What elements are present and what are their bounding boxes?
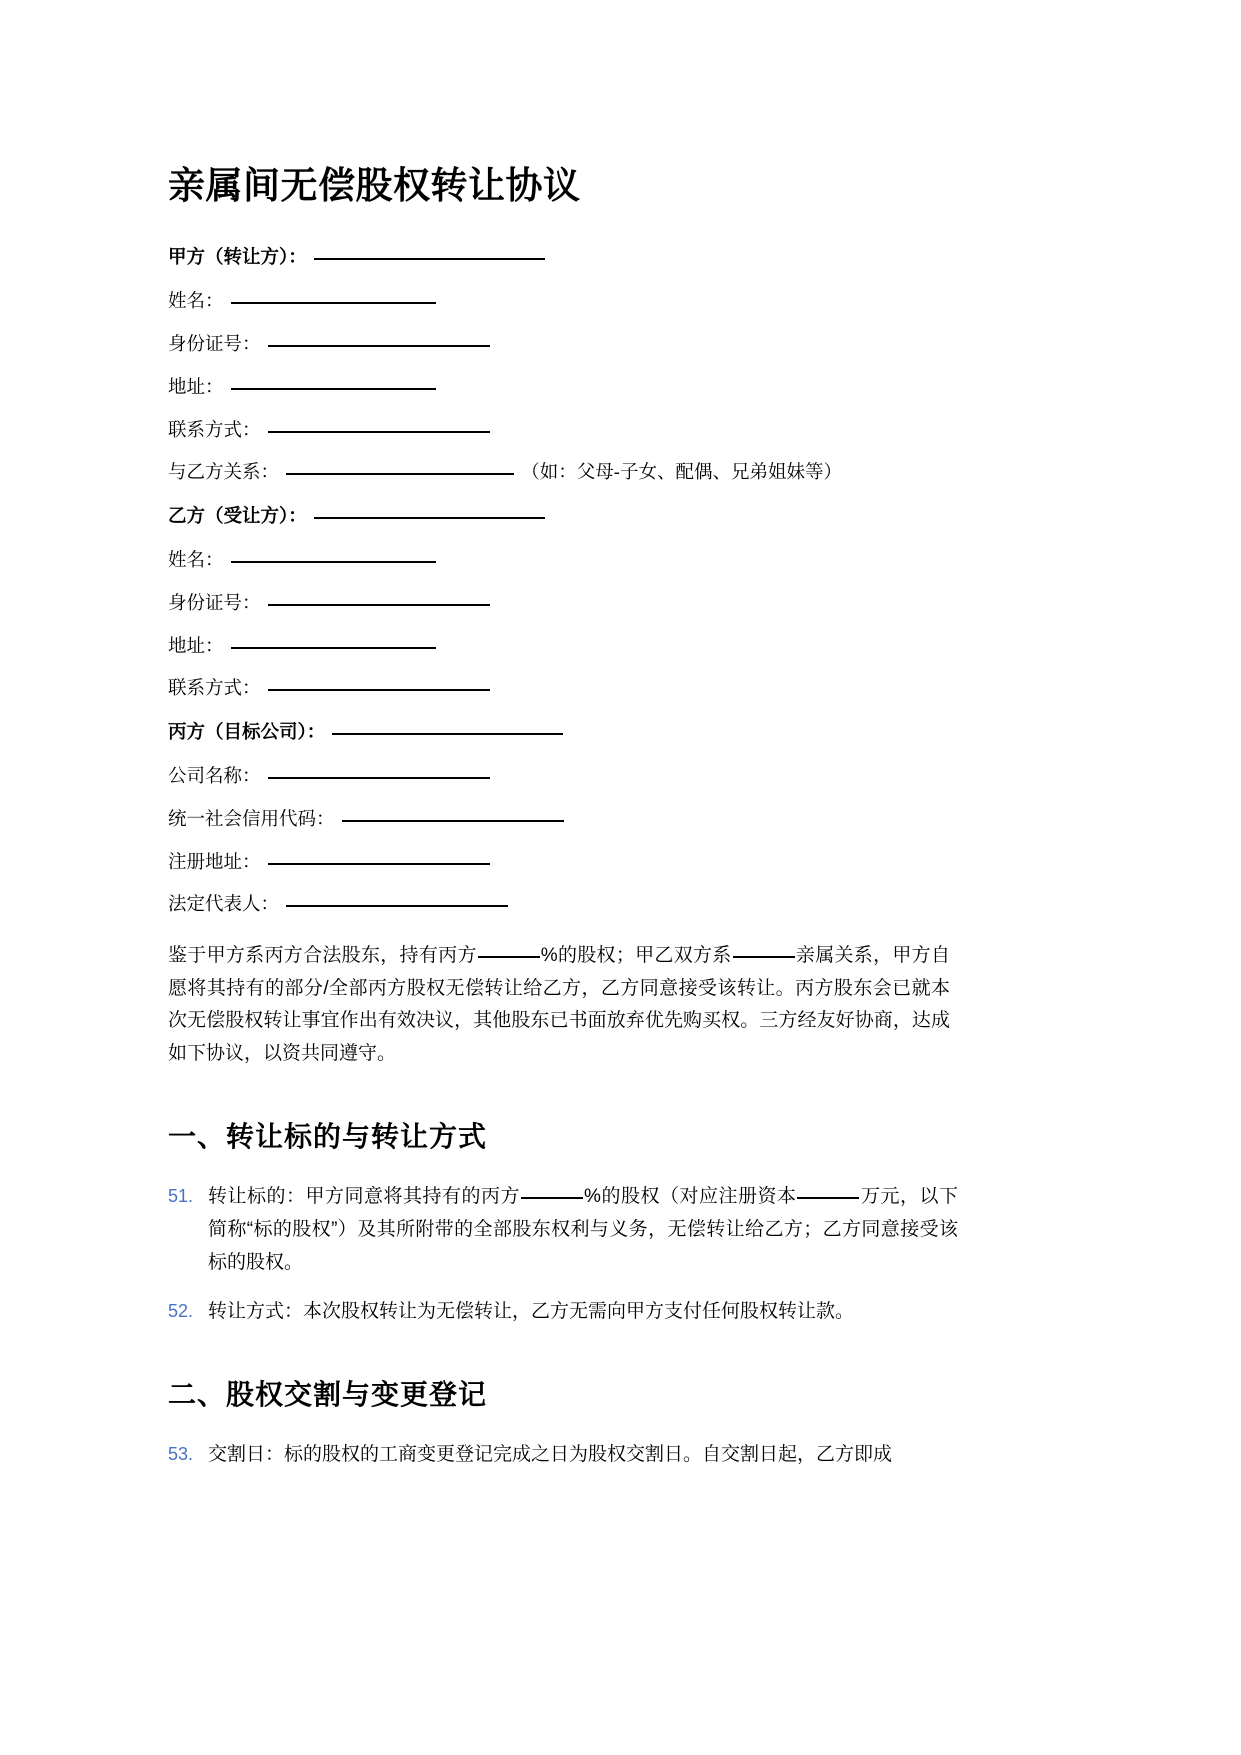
field-row-id-a bbox=[168, 323, 958, 366]
clause-number: 51. bbox=[168, 1186, 194, 1207]
blank-field[interactable] bbox=[268, 431, 490, 433]
section-heading-2: 二、股权交割与变更登记 bbox=[168, 1378, 488, 1410]
field-row-id-b bbox=[168, 582, 958, 625]
field-label: 身份证号： bbox=[168, 332, 261, 354]
blank-field[interactable] bbox=[231, 388, 436, 390]
party-heading-label: 甲方（转让方）： bbox=[168, 246, 307, 268]
party-heading-jiafang bbox=[168, 235, 958, 280]
field-row-name-b bbox=[168, 539, 958, 582]
party-heading-yifang bbox=[168, 494, 958, 539]
field-row-contact-a bbox=[168, 408, 958, 451]
document-content bbox=[168, 0, 958, 1489]
field-row-address-b bbox=[168, 624, 958, 667]
recital-text-part2: %的股权；甲乙双方系 bbox=[540, 945, 732, 967]
section-heading-1: 一、转让标的与转让方式 bbox=[168, 1120, 488, 1152]
blank-field[interactable] bbox=[268, 689, 490, 691]
field-label: 联系方式： bbox=[168, 418, 261, 440]
field-label: 公司名称： bbox=[168, 764, 261, 786]
recital-paragraph bbox=[168, 940, 950, 1071]
blank-field[interactable] bbox=[733, 956, 795, 958]
clause-51 bbox=[168, 1181, 958, 1279]
field-label: 注册地址： bbox=[168, 850, 261, 872]
recital-text-part1: 鉴于甲方系丙方合法股东，持有丙方 bbox=[168, 945, 477, 967]
blank-field[interactable] bbox=[231, 647, 436, 649]
clause-text bbox=[208, 1181, 958, 1279]
party-heading-label: 乙方（受让方）： bbox=[168, 505, 307, 527]
field-row-name-a bbox=[168, 280, 958, 323]
blank-field[interactable] bbox=[268, 345, 490, 347]
field-row-registered-address bbox=[168, 840, 958, 883]
blank-field[interactable] bbox=[231, 561, 436, 563]
blank-field[interactable] bbox=[332, 733, 563, 735]
field-label: 联系方式： bbox=[168, 677, 261, 699]
clause-text-part2: %的股权（对应注册资本 bbox=[584, 1186, 797, 1208]
relationship-hint: （如：父母-子女、配偶、兄弟姐妹等） bbox=[521, 461, 842, 483]
blank-field[interactable] bbox=[286, 473, 514, 475]
field-label: 法定代表人： bbox=[168, 893, 280, 915]
blank-field[interactable] bbox=[231, 302, 436, 304]
field-label: 身份证号： bbox=[168, 591, 261, 613]
blank-field[interactable] bbox=[286, 905, 508, 907]
field-row-company-name bbox=[168, 755, 958, 798]
recital-text-part3: 亲属关系，甲方自愿将其持有的部分/全部丙方股权无偿转让给乙方，乙方同意接受该转让。丙方股东会已就本次无偿股权转让事宜作出有效决议，其他股东已书面放弃优先购买权。三方经友好协商，达成如下协议，以资共同遵守。 bbox=[168, 945, 950, 1065]
clause-text: 交割日：标的股权的工商变更登记完成之日为股权交割日。自交割日起，乙方即成 bbox=[208, 1444, 893, 1466]
field-row-contact-b bbox=[168, 667, 958, 710]
clause-text: 转让方式：本次股权转让为无偿转让，乙方无需向甲方支付任何股权转让款。 bbox=[208, 1301, 855, 1323]
blank-field[interactable] bbox=[268, 863, 490, 865]
field-label: 统一社会信用代码： bbox=[168, 807, 335, 829]
blank-field[interactable] bbox=[478, 956, 540, 958]
blank-field[interactable] bbox=[797, 1197, 859, 1199]
field-label: 与乙方关系： bbox=[168, 461, 280, 483]
field-label: 地址： bbox=[168, 634, 224, 656]
page-title: 亲属间无偿股权转让协议 bbox=[168, 165, 581, 206]
blank-field[interactable] bbox=[268, 777, 490, 779]
blank-field[interactable] bbox=[342, 820, 564, 822]
field-row-relationship-a bbox=[168, 451, 958, 494]
field-row-credit-code bbox=[168, 798, 958, 841]
field-row-legal-representative bbox=[168, 883, 958, 926]
party-heading-label: 丙方（目标公司）： bbox=[168, 721, 326, 743]
blank-field[interactable] bbox=[521, 1197, 583, 1199]
field-label: 姓名： bbox=[168, 289, 224, 311]
clause-52 bbox=[168, 1296, 958, 1329]
field-label: 地址： bbox=[168, 375, 224, 397]
blank-field[interactable] bbox=[314, 517, 545, 519]
field-label: 姓名： bbox=[168, 548, 224, 570]
clause-number: 52. bbox=[168, 1301, 194, 1322]
clause-text-part3: 万元，以下简称“标的股权”）及其所附带的全部股东权利与义务，无偿转让给乙方；乙方同意接受该标的股权。 bbox=[208, 1186, 958, 1273]
blank-field[interactable] bbox=[314, 258, 545, 260]
field-row-address-a bbox=[168, 366, 958, 409]
blank-field[interactable] bbox=[268, 604, 490, 606]
clause-53 bbox=[168, 1439, 958, 1472]
clause-text-part1: 转让标的：甲方同意将其持有的丙方 bbox=[208, 1186, 521, 1208]
party-heading-bingfang bbox=[168, 710, 958, 755]
clause-number: 53. bbox=[168, 1444, 194, 1465]
